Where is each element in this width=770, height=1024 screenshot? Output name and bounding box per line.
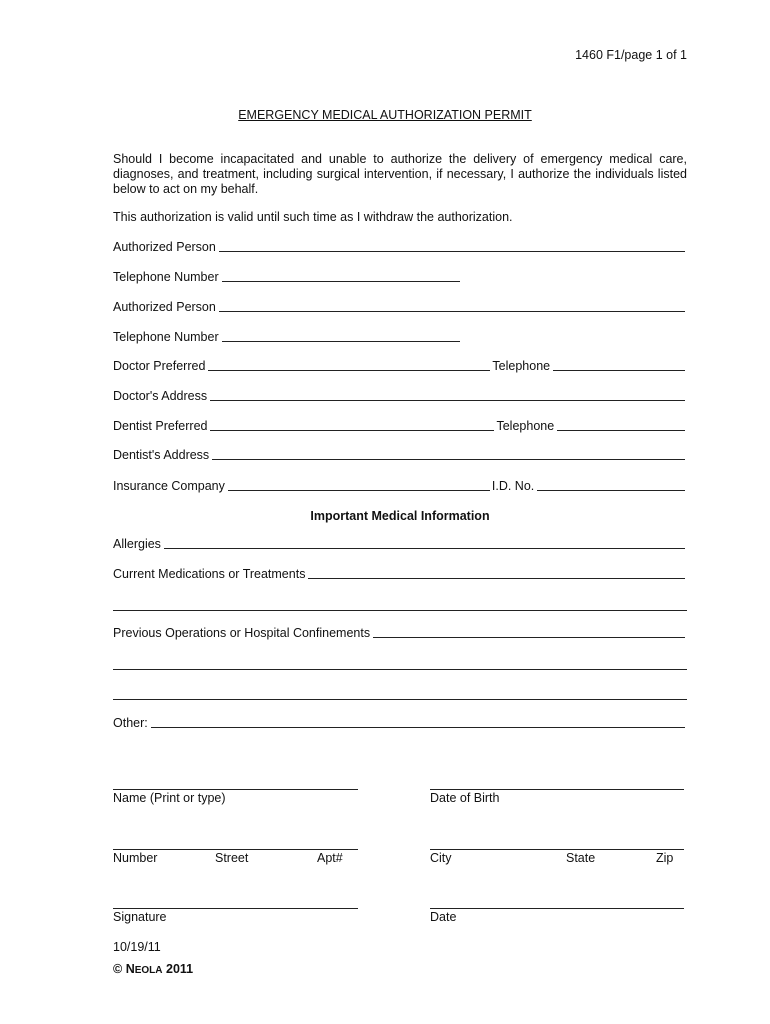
dob-line[interactable]	[430, 788, 684, 790]
zip-label: Zip	[656, 851, 674, 865]
doctor-row	[113, 359, 687, 373]
allergies-label: Allergies	[113, 537, 161, 551]
dentist-address-row	[113, 448, 687, 462]
other-label: Other:	[113, 716, 148, 730]
dob-label: Date of Birth	[430, 791, 500, 805]
medications-extra-line[interactable]	[113, 609, 687, 611]
telephone-2-field[interactable]	[222, 330, 460, 342]
operations-row	[113, 626, 687, 640]
city-label: City	[430, 851, 452, 865]
operations-extra-line-1[interactable]	[113, 668, 687, 670]
number-label: Number	[113, 851, 158, 865]
telephone-2-row	[113, 330, 687, 344]
dentist-telephone-label: Telephone	[496, 419, 555, 433]
doctor-address-field[interactable]	[210, 389, 685, 401]
authorized-person-1-field[interactable]	[219, 240, 685, 252]
copyright-notice	[113, 962, 193, 976]
dentist-preferred-field[interactable]	[210, 419, 494, 431]
allergies-field[interactable]	[164, 537, 685, 549]
dentist-telephone-field[interactable]	[557, 419, 685, 431]
insurance-company-field[interactable]	[228, 479, 490, 491]
authorized-person-2-row	[113, 300, 687, 314]
validity-statement: This authorization is valid until such time as I withdraw the authorization.	[113, 210, 513, 224]
allergies-row	[113, 537, 687, 551]
copyright-name-initial: N	[125, 962, 135, 976]
dentist-address-field[interactable]	[212, 448, 685, 460]
dentist-row	[113, 419, 687, 433]
id-no-label: I.D. No.	[491, 479, 535, 493]
operations-label: Previous Operations or Hospital Confinements	[113, 626, 371, 640]
street-label: Street	[215, 851, 249, 865]
telephone-2-label: Telephone Number	[113, 330, 219, 344]
id-no-field[interactable]	[537, 479, 685, 491]
form-id: 1460 F1/page 1 of 1	[575, 48, 687, 62]
signature-line[interactable]	[113, 907, 358, 909]
authorized-person-2-field[interactable]	[219, 300, 685, 312]
medications-label: Current Medications or Treatments	[113, 567, 306, 581]
apt-label: Apt#	[317, 851, 343, 865]
date-label: Date	[430, 910, 457, 924]
other-field[interactable]	[151, 716, 685, 728]
intro-paragraph: Should I become incapacitated and unable to authorize the delivery of emergency medical care, diagnoses, and treatment, including surgical intervention, if necessary, I authorize the individuals listed below to act on my behalf.	[113, 152, 687, 196]
dentist-preferred-label: Dentist Preferred	[113, 419, 208, 433]
medical-info-heading: Important Medical Information	[310, 509, 490, 523]
city-state-zip-line[interactable]	[430, 848, 684, 850]
state-label: State	[566, 851, 596, 865]
street-address-line[interactable]	[113, 848, 358, 850]
copyright-symbol: ©	[113, 962, 123, 976]
doctor-telephone-label: Telephone	[492, 359, 551, 373]
signature-label: Signature	[113, 910, 167, 924]
doctor-address-label: Doctor's Address	[113, 389, 208, 403]
telephone-1-label: Telephone Number	[113, 270, 219, 284]
page-title: EMERGENCY MEDICAL AUTHORIZATION PERMIT	[238, 108, 532, 122]
authorized-person-1-row	[113, 240, 687, 254]
dentist-address-label: Dentist's Address	[113, 448, 210, 462]
doctor-telephone-field[interactable]	[553, 359, 685, 371]
date-line[interactable]	[430, 907, 684, 909]
name-label: Name (Print or type)	[113, 791, 226, 805]
doctor-preferred-label: Doctor Preferred	[113, 359, 206, 373]
operations-extra-line-2[interactable]	[113, 698, 687, 700]
name-line[interactable]	[113, 788, 358, 790]
authorized-person-1-label: Authorized Person	[113, 240, 216, 254]
copyright-year: 2011	[166, 962, 194, 976]
insurance-row	[113, 479, 687, 493]
operations-field[interactable]	[373, 626, 685, 638]
telephone-1-row	[113, 270, 687, 284]
authorized-person-2-label: Authorized Person	[113, 300, 216, 314]
other-row	[113, 716, 687, 730]
copyright-name-rest: EOLA	[134, 965, 163, 976]
revision-date: 10/19/11	[113, 940, 161, 954]
medications-field[interactable]	[308, 567, 685, 579]
medications-row	[113, 567, 687, 581]
insurance-company-label: Insurance Company	[113, 479, 225, 493]
doctor-preferred-field[interactable]	[208, 359, 490, 371]
doctor-address-row	[113, 389, 687, 403]
telephone-1-field[interactable]	[222, 270, 460, 282]
